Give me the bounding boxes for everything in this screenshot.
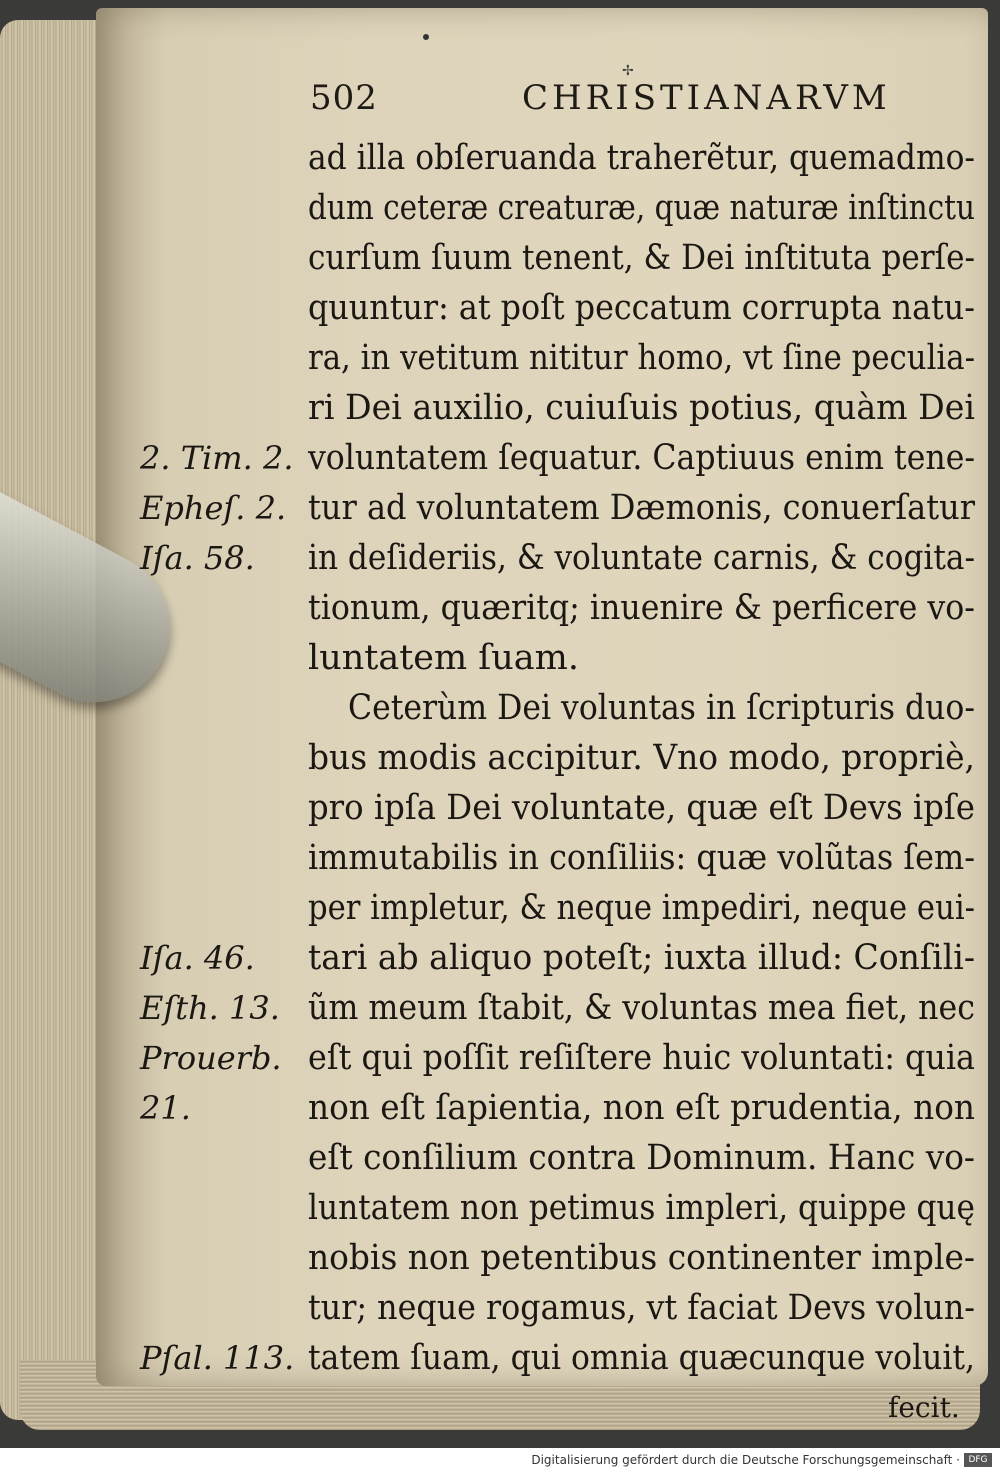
dfg-logo: DFG <box>964 1453 992 1467</box>
catchword: fecit. <box>888 1391 960 1424</box>
margin-note: 21. <box>140 1089 191 1127</box>
text-line: tatem ſuam, qui omnia quæcunque voluit, <box>308 1338 975 1378</box>
page-number: 502 <box>310 78 378 118</box>
margin-note: 2. Tim. 2. <box>140 439 294 477</box>
text-line: luntatem non petimus impleri, quippe quę <box>308 1188 975 1228</box>
margin-note: Pſal. 113. <box>140 1339 295 1377</box>
text-line: tari ab aliquo poteſt; iuxta illud: Conſili- <box>308 938 975 978</box>
margin-note: Iſa. 46. <box>140 939 255 977</box>
text-line: bus modis accipitur. Vno modo, propriè, <box>308 738 975 778</box>
margin-note: Eſth. 13. <box>140 989 280 1027</box>
text-line: dum ceteræ creaturæ, quæ naturæ inſtinctu <box>308 188 975 228</box>
text-line: tionum, quæritq; inuenire & perficere vo- <box>308 588 975 628</box>
text-line: ũm meum ſtabit, & voluntas mea fiet, nec <box>308 988 975 1028</box>
margin-note: Epheſ. 2. <box>140 489 287 527</box>
text-line: Ceterùm Dei voluntas in ſcripturis duo- <box>348 688 975 728</box>
text-line: immutabilis in conſiliis: quæ volũtas ſem- <box>308 838 975 878</box>
text-line: tur ad voluntatem Dæmonis, conuerſatur <box>308 488 975 528</box>
text-line: luntatem ſuam. <box>308 638 579 678</box>
text-line: in deſideriis, & voluntate carnis, & cogita- <box>308 538 975 578</box>
text-line: curſum ſuum tenent, & Dei inſtituta perſe- <box>308 238 975 278</box>
text-line: pro ipſa Dei voluntate, quæ eſt Devs ipſe <box>308 788 975 828</box>
margin-note: Prouerb. <box>140 1039 282 1077</box>
text-line: tur; neque rogamus, vt faciat Devs volun- <box>308 1288 975 1328</box>
text-line: ad illa obſeruanda traherẽtur, quemadmo- <box>308 138 975 178</box>
ornament-icon: ✢ <box>622 63 634 79</box>
text-line: quuntur: at poſt peccatum corrupta natu- <box>308 288 975 328</box>
text-line: voluntatem ſequatur. Captiuus enim tene- <box>308 438 975 478</box>
ink-dot <box>423 34 429 40</box>
footer-credit: Digitalisierung gefördert durch die Deutsche Forschungsgemeinschaft · <box>531 1453 960 1467</box>
margin-note: Iſa. 58. <box>140 539 255 577</box>
text-line: eſt conſilium contra Dominum. Hanc vo- <box>308 1138 975 1178</box>
text-line: ra, in vetitum nititur homo, vt ſine peculia- <box>308 338 975 378</box>
running-head: CHRISTIANARVM <box>522 78 891 118</box>
text-line: non eſt ſapientia, non eſt prudentia, non <box>308 1088 975 1128</box>
text-line: ri Dei auxilio, cuiuſuis potius, quàm Dei <box>308 388 975 428</box>
text-line: per impletur, & neque impediri, neque eui- <box>308 888 975 928</box>
text-line: eſt qui poſſit reſiſtere huic voluntati: quia <box>308 1038 975 1078</box>
text-line: nobis non petentibus continenter imple- <box>308 1238 975 1278</box>
footer-bar <box>0 1448 1000 1474</box>
